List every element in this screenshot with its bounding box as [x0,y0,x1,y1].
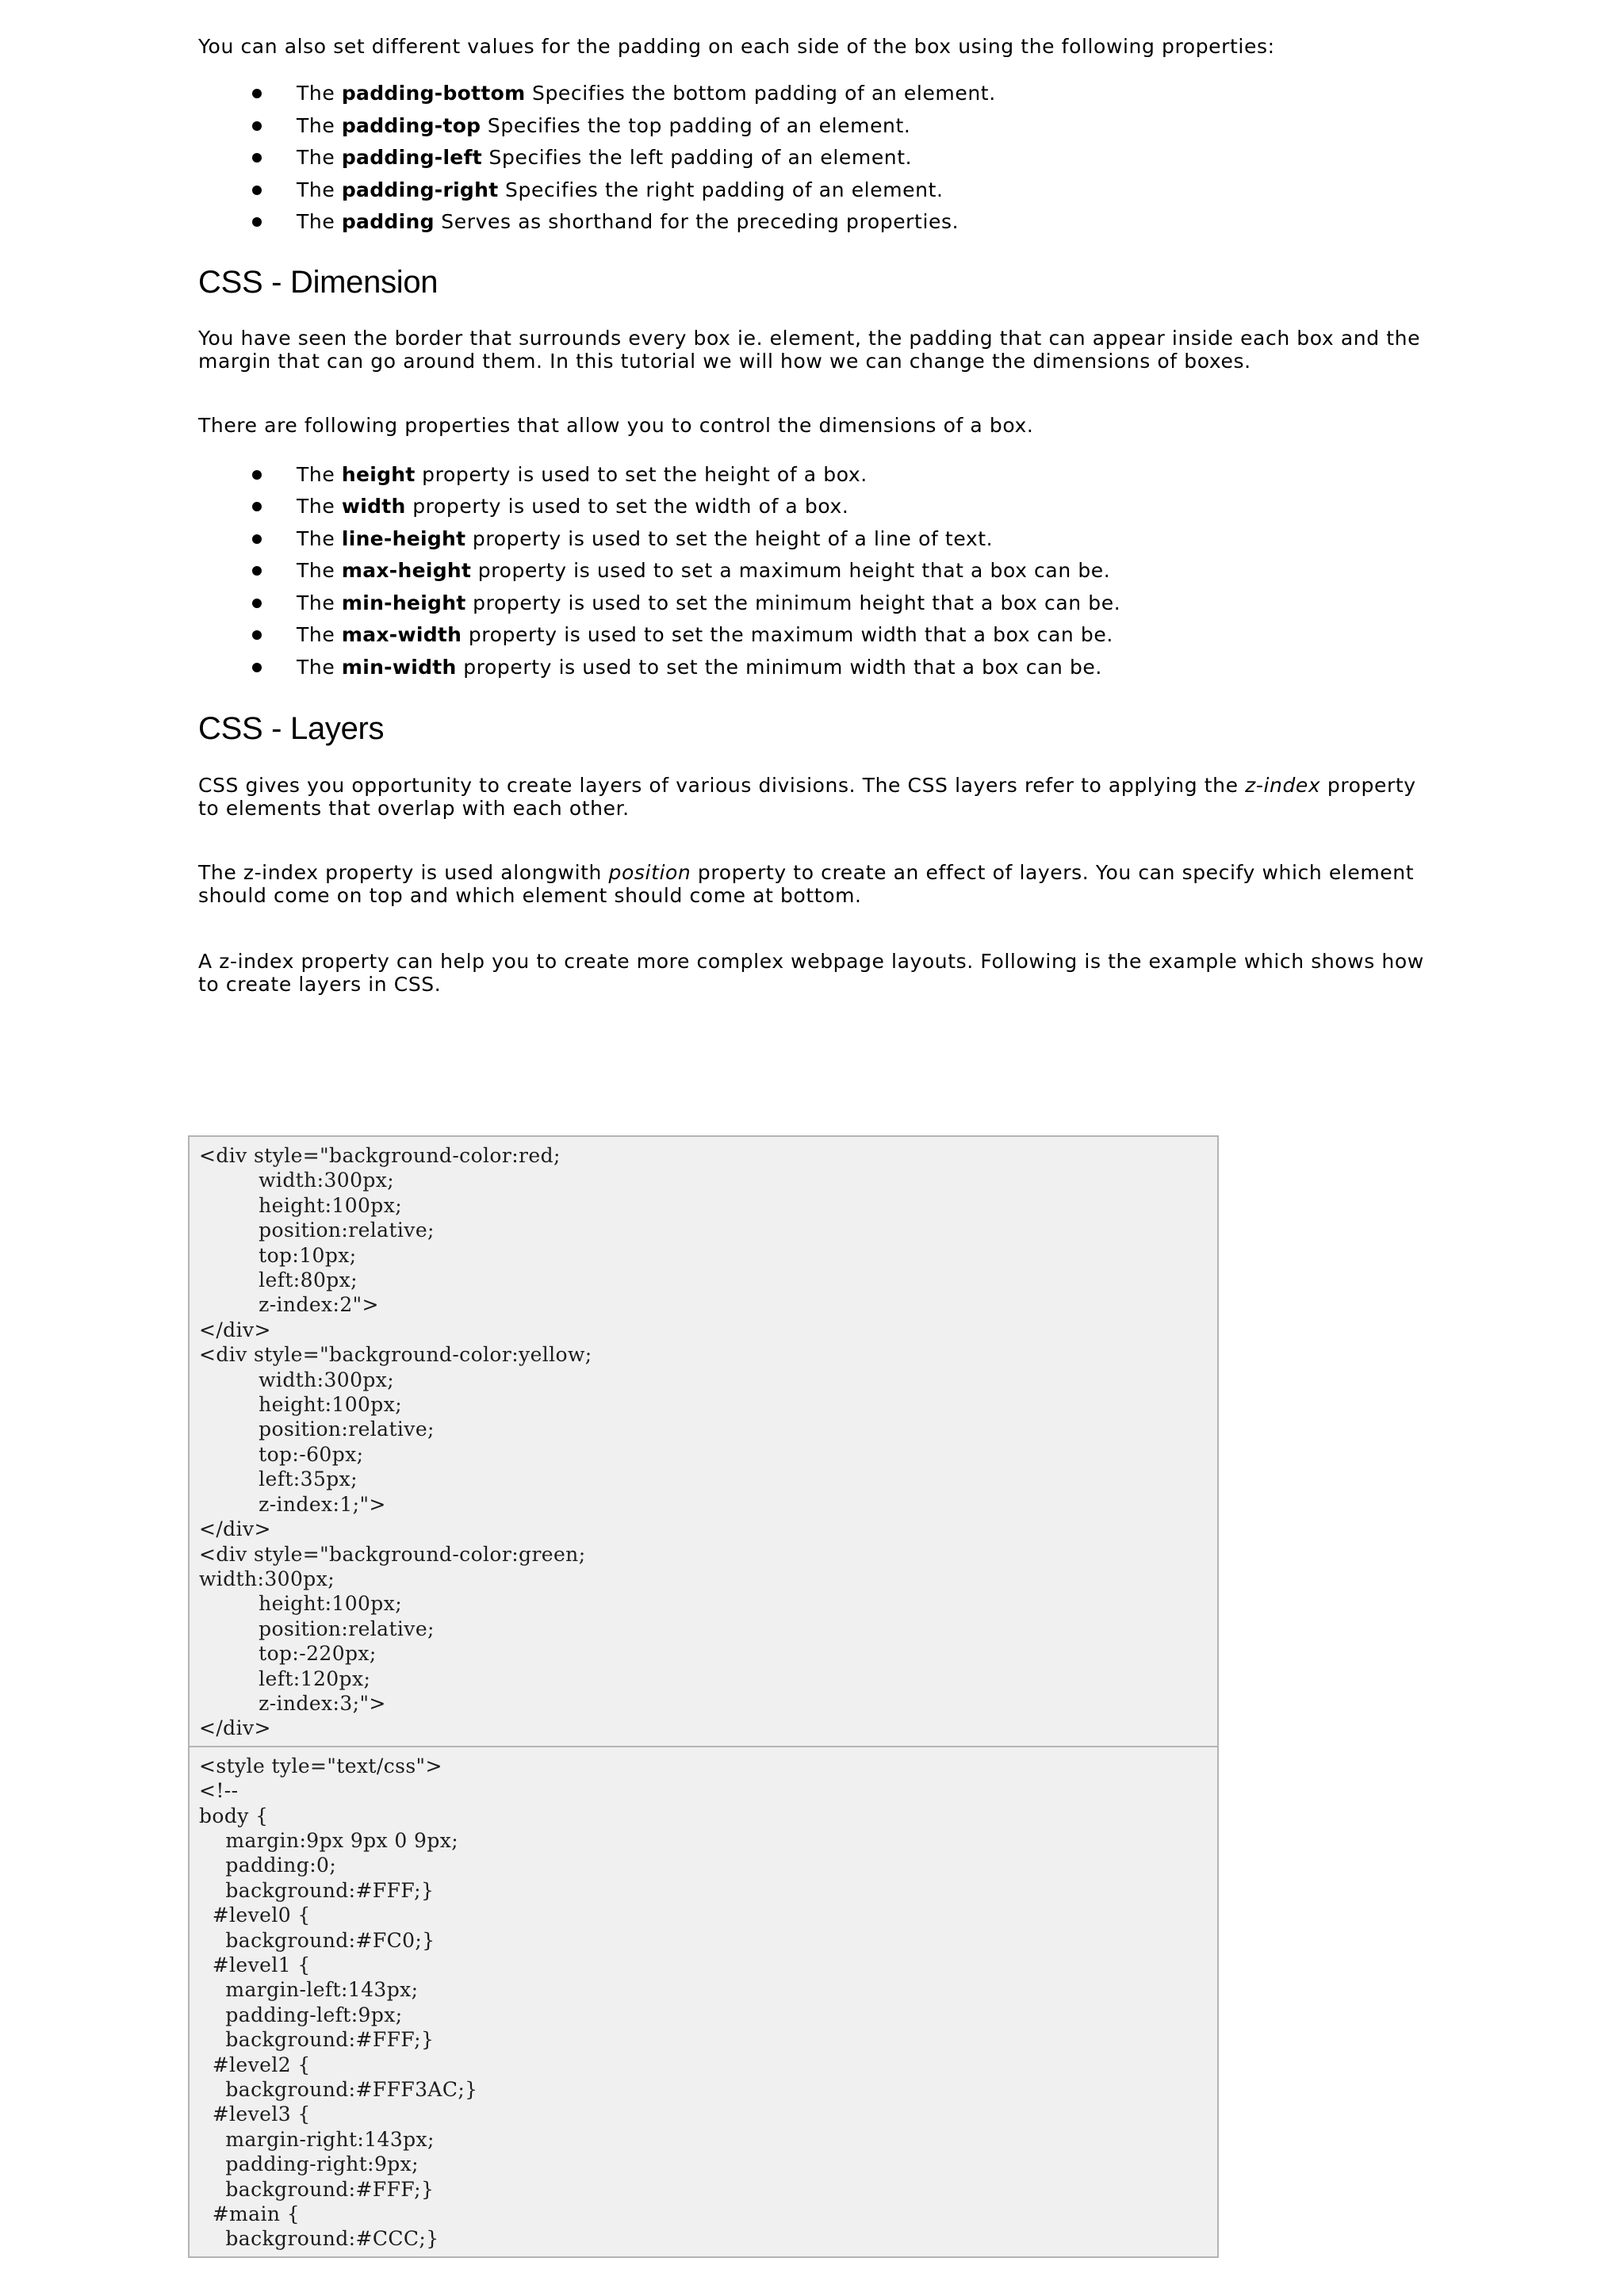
list-item: The max-height property is used to set a maximum height that a box can be. [198,555,1443,587]
bullet-icon [252,566,262,576]
property-name: max-width [341,623,462,646]
property-name: height [341,462,416,486]
bullet-icon [252,153,262,163]
list-item: The line-height property is used to set the height of a line of text. [198,523,1443,556]
html-code-block: <div style="background-color:red; width:300px; height:100px; position:relative; top:10px; left:80px; z-index:2"> </div> <div style="background-color:yellow; width:300px; height:100px; position:relative; top:-60px; left:35px; z-index:1;"> </div> <div style="background-color:green; width:300px; height:100px; position:relative; top:-220px; left:120px; z-index:3;"> </div> [199,1144,592,1740]
position-emphasis: position [608,861,691,884]
property-name: padding-bottom [341,82,526,105]
bullet-icon [252,186,262,195]
property-name: max-height [341,559,472,582]
code-example-table [188,1135,1219,2258]
zindex-emphasis: z-index [1245,774,1321,797]
html-code-cell [190,1137,1217,1746]
list-item: The padding Serves as shorthand for the preceding properties. [198,206,1443,239]
list-item: The width property is used to set the width of a box. [198,491,1443,523]
dimension-para-1: You have seen the border that surrounds every box ie. element, the padding that can appear inside each box and the margin that can go around them. In this tutorial we will how we can change the dimensions of boxes. [198,326,1421,373]
css-code-block: <style tyle="text/css"> <!-- body { margin:9px 9px 0 9px; padding:0; background:#FFF;} #level0 { background:#FC0;} #level1 { margin-left:143px; padding-left:9px; background:#FFF;} #level2 { background:#FFF3AC;} #level3 { margin-right:143px; padding-right:9px; background:#FFF;} #main { background:#CCC;} [199,1754,478,2251]
property-name: width [341,495,406,518]
document-page [198,32,1443,996]
bullet-icon [252,89,262,98]
bullet-icon [252,630,262,640]
property-name: min-height [341,591,466,614]
padding-intro-text: You can also set different values for the padding on each side of the box using the following properties: [198,35,1275,58]
bullet-icon [252,663,262,672]
list-item: The min-height property is used to set the minimum height that a box can be. [198,587,1443,620]
bullet-icon [252,470,262,480]
property-name: padding-left [341,146,482,169]
layers-para-1: CSS gives you opportunity to create layers of various divisions. The CSS layers refer to applying the z-index property to elements that overlap with each other. [198,774,1416,820]
layers-para-3: A z-index property can help you to create more complex webpage layouts. Following is the example which shows how to create layers in CSS. [198,950,1424,996]
bullet-icon [252,217,262,227]
dimension-para-2: There are following properties that allow you to control the dimensions of a box. [198,413,1034,437]
property-name: padding-right [341,178,499,201]
list-item: The padding-bottom Specifies the bottom padding of an element. [198,78,1443,110]
bullet-icon [252,534,262,544]
bullet-icon [252,121,262,131]
property-name: line-height [341,526,466,550]
list-item: The min-width property is used to set the minimum width that a box can be. [198,652,1443,684]
property-name: min-width [341,655,457,679]
dimension-properties-list [198,459,1443,684]
layers-heading: CSS - Layers [198,711,385,746]
padding-properties-list [198,78,1443,239]
list-item: The padding-top Specifies the top padding of an element. [198,110,1443,143]
css-code-cell [190,1746,1217,2256]
list-item: The max-width property is used to set the maximum width that a box can be. [198,619,1443,652]
dimension-heading: CSS - Dimension [198,264,439,300]
list-item: The padding-left Specifies the left padding of an element. [198,142,1443,174]
list-item: The height property is used to set the height of a box. [198,459,1443,492]
layers-para-2: The z-index property is used alongwith position property to create an effect of layers. You can specify which element should come on top and which element should come at bottom. [198,861,1415,907]
bullet-icon [252,599,262,608]
bullet-icon [252,502,262,511]
list-item: The padding-right Specifies the right padding of an element. [198,174,1443,207]
property-name: padding [341,210,435,233]
property-name: padding-top [341,113,481,137]
